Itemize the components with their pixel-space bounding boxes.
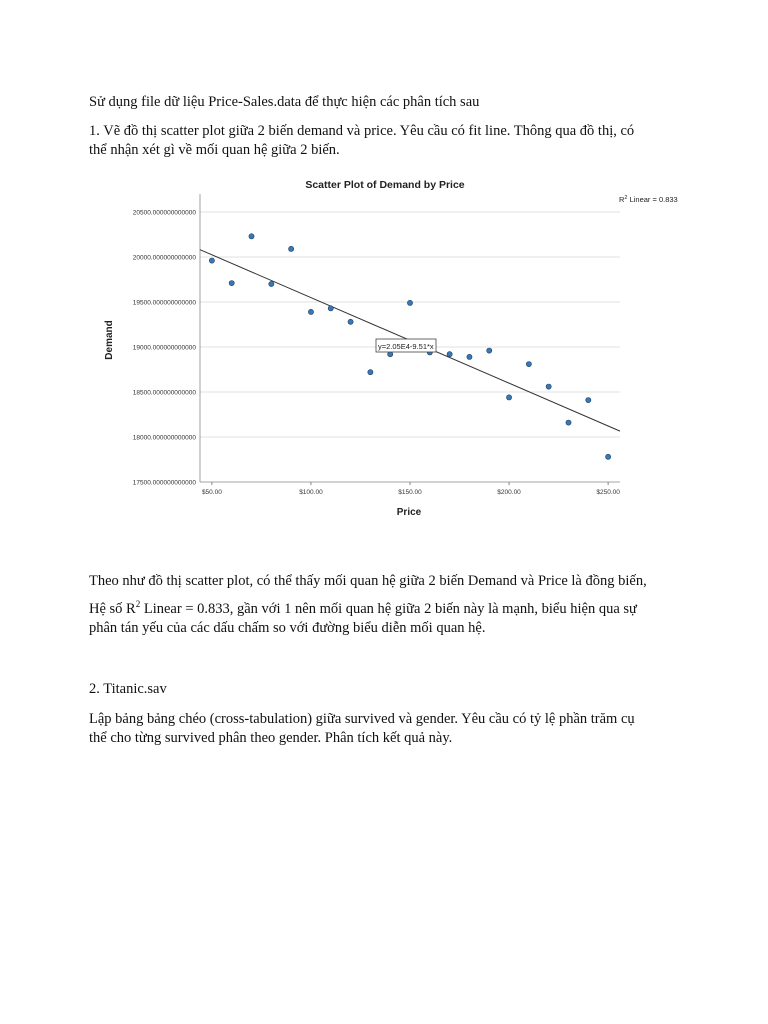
data-point [328,306,333,311]
data-point [566,420,571,425]
data-point [368,370,373,375]
data-point [407,300,412,305]
answer-2-line-2: phân tán yếu của các dấu chấm so với đường biểu diễn mối quan hệ. [89,620,486,636]
data-point [229,281,234,286]
y-tick-label: 20500.000000000000 [132,209,196,217]
x-axis-label: Price [396,507,422,518]
question-2 [89,710,689,748]
y-tick-label: 19000.000000000000 [132,344,196,352]
question-2-line-1: Lập bảng bảng chéo (cross-tabulation) giữa survived và gender. Yêu cầu có tỷ lệ phần trăm cụ [89,711,635,727]
question-1-line-2: thể nhận xét gì về mối quan hệ giữa 2 biến. [89,142,340,158]
data-point [506,395,511,400]
chart-title: Scatter Plot of Demand by Price [305,179,465,191]
answer-1: Theo như đồ thị scatter plot, có thể thấy mối quan hệ giữa 2 biến Demand và Price là đồng biến, [89,573,647,589]
r2-label: $R^2$ Linear = 0.833 [619,195,678,204]
y-tick-label: 18500.000000000000 [132,389,196,397]
y-tick-label: 17500.000000000000 [132,479,196,487]
x-tick-label: $50.00 [201,489,222,496]
x-tick-label: $200.00 [497,489,521,496]
data-point [546,384,551,389]
data-point [467,354,472,359]
question-1 [89,122,689,160]
y-tick-label: 20000.000000000000 [132,254,196,262]
y-axis-label: Demand [104,320,115,360]
answer-2-post: Linear = 0.833, gần với 1 nên mối quan hệ giữa 2 biến này là mạnh, biểu hiện qua sự [140,601,637,617]
answer-2 [89,600,689,638]
data-point [348,319,353,324]
y-tick-label: 19500.000000000000 [132,299,196,307]
data-point [308,309,313,314]
data-point [526,362,531,367]
data-point [249,234,254,239]
data-point [487,348,492,353]
question-2-line-2: thể cho từng survived phân theo gender. Phân tích kết quả này. [89,730,453,746]
question-2-title: 2. Titanic.sav [89,681,167,697]
x-tick-label: $100.00 [299,489,323,496]
y-tick-label: 18000.000000000000 [132,434,196,442]
scatter-chart [100,172,690,522]
data-point [289,246,294,251]
data-point [269,281,274,286]
question-1-line-1: 1. Vẽ đồ thị scatter plot giữa 2 biến demand và price. Yêu cầu có fit line. Thông qua đồ thị, có [89,123,635,139]
data-point [586,398,591,403]
data-point [606,454,611,459]
answer-2-superscript: 2 [135,599,141,610]
intro-paragraph: Sử dụng file dữ liệu Price-Sales.data để thực hiện các phân tích sau [89,94,480,110]
data-point [209,258,214,263]
x-tick-label: $150.00 [398,489,422,496]
fit-equation-box [376,339,436,352]
x-tick-label: $250.00 [596,489,620,496]
fit-equation-label: y=2.05E4-9.51*x [378,342,434,351]
data-point [447,352,452,357]
answer-2-pre: Hệ số R [89,601,136,617]
